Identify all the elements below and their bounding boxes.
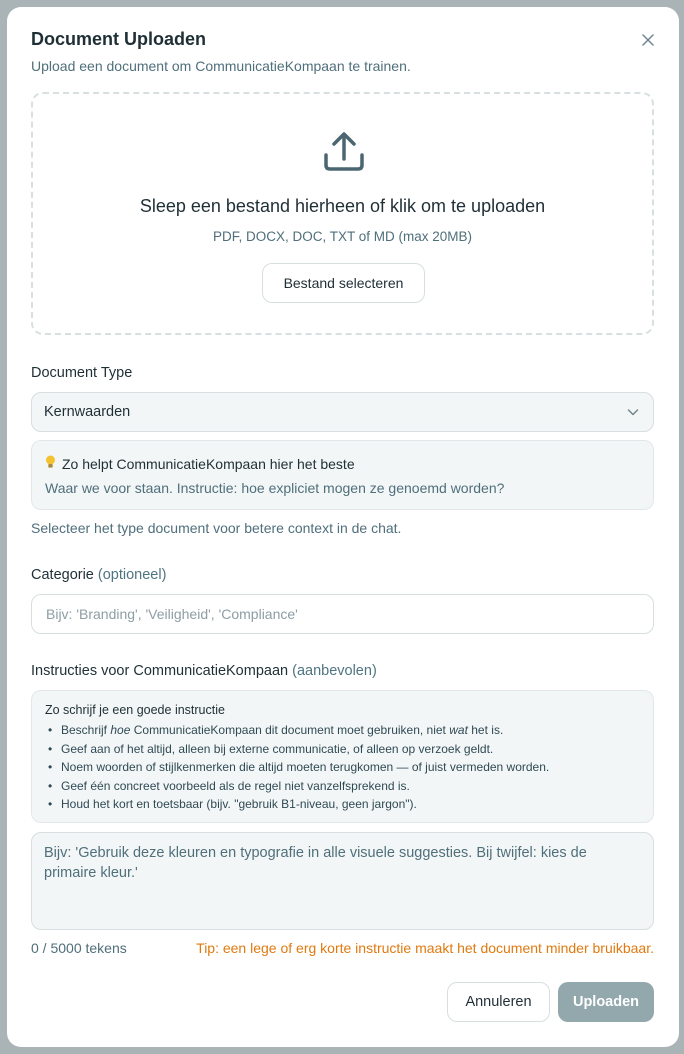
document-type-hint — [31, 440, 654, 510]
upload-icon — [322, 129, 366, 173]
upload-button[interactable]: Uploaden — [558, 982, 654, 1022]
select-file-button[interactable]: Bestand selecteren — [262, 263, 425, 303]
hint-title: Zo helpt CommunicatieKompaan hier het beste — [62, 455, 355, 472]
instructions-label: Instructies voor CommunicatieKompaan (aanbevolen) — [31, 663, 377, 679]
guide-item: • Houd het kort en toetsbaar (bijv. "gebruik B1-niveau, geen jargon"). — [45, 795, 640, 814]
dropzone-title: Sleep een bestand hierheen of klik om te uploaden — [139, 196, 546, 216]
dialog-title: Document Uploaden — [31, 29, 207, 49]
cancel-button[interactable]: Annuleren — [447, 982, 550, 1022]
upload-dialog — [7, 7, 679, 1047]
guide-title: Zo schrijf je een goede instructie — [45, 703, 225, 717]
document-type-select[interactable] — [31, 392, 654, 432]
category-input[interactable] — [31, 594, 654, 634]
guide-item: • Geef één concreet voorbeeld als de regel niet vanzelfsprekend is. — [45, 777, 640, 796]
document-type-helper: Selecteer het type document voor betere context in de chat. — [31, 520, 402, 536]
chevron-down-icon — [625, 404, 641, 420]
dialog-subtitle: Upload een document om CommunicatieKompaan te trainen. — [31, 58, 411, 74]
lightbulb-icon — [45, 455, 56, 472]
file-dropzone[interactable] — [31, 92, 654, 335]
close-icon[interactable] — [637, 29, 659, 51]
document-type-label: Document Type — [31, 365, 133, 381]
instruction-tip: Tip: een lege of erg korte instructie maakt het document minder bruikbaar. — [196, 940, 654, 956]
document-type-value: Kernwaarden — [44, 404, 131, 420]
category-label: Categorie (optioneel) — [31, 567, 167, 583]
instructions-guide — [31, 690, 654, 823]
guide-item: • Noem woorden of stijlkenmerken die altijd moeten terugkomen — of juist vermeden worden. — [45, 758, 640, 777]
guide-list — [45, 721, 640, 814]
character-counter: 0 / 5000 tekens — [31, 940, 127, 956]
dropzone-formats: PDF, DOCX, DOC, TXT of MD (max 20MB) — [212, 229, 473, 244]
hint-text: Waar we voor staan. Instructie: hoe expliciet mogen ze genoemd worden? — [45, 480, 505, 496]
guide-item: • Geef aan of het altijd, alleen bij externe communicatie, of alleen op verzoek geldt. — [45, 740, 640, 759]
guide-item: • Beschrijf hoe CommunicatieKompaan dit document moet gebruiken, niet wat het is. — [45, 721, 640, 740]
instructions-textarea[interactable] — [31, 832, 654, 930]
